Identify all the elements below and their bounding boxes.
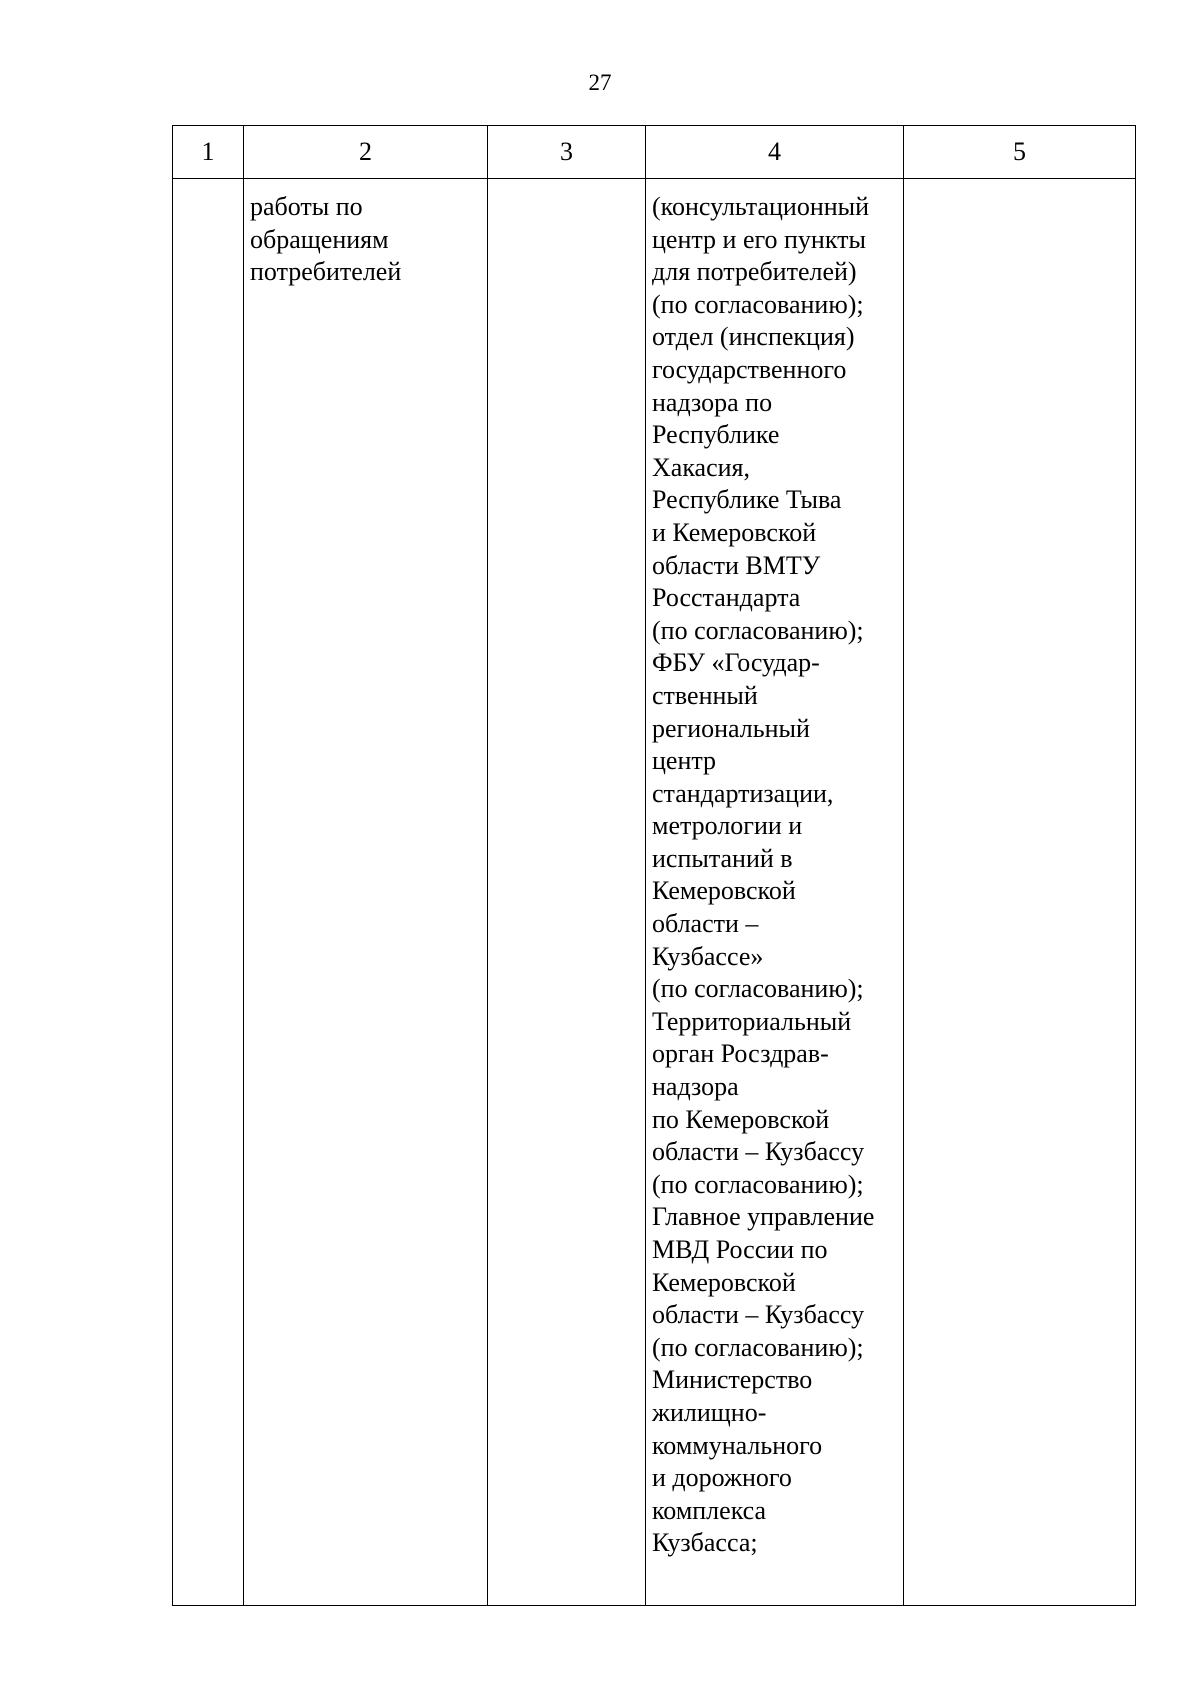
cell-text-line: (по согласованию); [652,615,864,645]
cell-text-line: Кемеровской [652,1267,796,1297]
cell-text-line: надзора [652,1072,739,1102]
column-header-4: 4 [646,126,904,179]
cell-text-line: работы по [250,192,363,221]
cell-text-line: и дорожного [652,1463,792,1493]
cell-text-line: Росстандарта [652,583,801,613]
cell-col1 [173,179,244,1606]
cell-text-line: Кемеровской [652,876,796,906]
cell-text-line: испытаний в [652,843,793,873]
cell-text-line: Кузбассе» [652,941,764,971]
cell-text-line: по Кемеровской [652,1104,830,1134]
document-table [172,125,1136,1606]
cell-text-line: центр и его пункты [652,224,866,254]
cell-text-line: ственный [652,680,758,710]
cell-text-line: стандартизации, [652,778,834,808]
cell-text-line: комплекса [652,1495,767,1525]
cell-text-line: (по согласованию); [652,1332,864,1362]
column-header-1: 1 [173,126,244,179]
cell-text-line: Хакасия, [652,452,751,482]
cell-text-line: центр [652,746,717,776]
column-header-5: 5 [904,126,1136,179]
table-row [173,179,1136,1606]
cell-text-line: потребителей [250,257,402,287]
cell-text-line: (по согласованию); [652,974,864,1004]
cell-text-line: области ВМТУ [652,550,821,580]
cell-col2 [244,179,488,1606]
cell-text-line: области – [652,909,759,939]
cell-text-line: области – Кузбассу [652,1300,865,1330]
cell-text-line: надзора по [652,387,773,417]
cell-text-line: Территориальный [652,1006,852,1036]
cell-text-line: Главное управление [652,1202,875,1232]
cell-text-line: орган Росздрав- [652,1039,829,1069]
cell-text-line: жилищно- [652,1397,767,1427]
cell-text-line: Кузбасса; [652,1528,758,1558]
cell-col3 [488,179,646,1606]
column-header-2: 2 [244,126,488,179]
page-number: 27 [588,70,612,95]
cell-col4 [646,179,904,1606]
cell-col5 [904,179,1136,1606]
table-header-row [173,126,1136,179]
cell-text-line: области – Кузбассу [652,1137,865,1167]
cell-text-line: государственного [652,354,847,384]
cell-text-line: отдел (инспекция) [652,322,855,352]
cell-text-line: (консультационный [652,192,870,221]
cell-text-line: ФБУ «Государ- [652,648,820,678]
cell-text-line: обращениям [250,224,389,254]
cell-text-line: метрологии и [652,811,803,841]
cell-text-line: Республике Тыва [652,485,842,515]
column-header-3: 3 [488,126,646,179]
cell-text-line: региональный [652,713,810,743]
cell-text-line: коммунального [652,1430,823,1460]
cell-text-line: и Кемеровской [652,517,817,547]
cell-text-line: Республике [652,420,780,450]
cell-text-line: (по согласованию); [652,1169,864,1199]
cell-text-line: (по согласованию); [652,289,864,319]
cell-text-line: для потребителей) [652,257,857,287]
cell-text-line: Министерство [652,1365,813,1395]
cell-text-line: МВД России по [652,1235,828,1264]
